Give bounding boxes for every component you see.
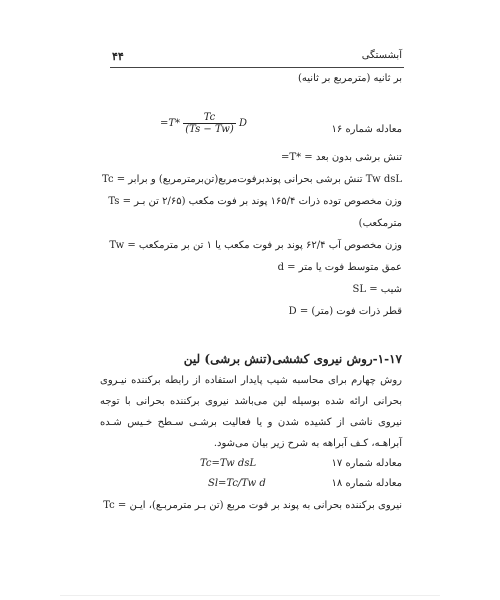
page-header [112, 50, 402, 66]
equation-17-formula: Tc=Tw dsL [200, 458, 257, 469]
definition-line: Tc = تنش برشی بحرانی پوندبرفوت‌مربع(تن‌برمترمربع) و برابر Tw dsL [102, 174, 402, 185]
definition-line: مترمکعب) [358, 218, 402, 229]
definition-line: Tc = نیروی برکننده بحرانی به پوند بر فوت مربع (تن بـر مترمربـع)، ایـن [103, 500, 402, 511]
body-paragraph: روش چهارم برای محاسبه شیب پایدار استفاده از رابطه برکننده نیـروی بحرانی ارائه شده بوسیله لین می‌باشد نیروی برکننده بحرانی با توجه نیروی ناشی از کشیده شدن و یا فعالیت برشـی سـطح خـیس شـده آبراهـه، کـف آبراهه به شرح زیر بیان می‌شود. [100, 375, 402, 449]
equation-16-label: معادله شماره ۱۶ [331, 124, 402, 135]
definition-line: =T* = تنش برشی بدون بعد [281, 152, 402, 163]
definition-line: SL = شیب [352, 284, 402, 295]
equation-16-numerator: Tc [203, 112, 216, 123]
equation-16-suffix: D [238, 118, 247, 129]
equation-16-lhs: =T* [160, 118, 181, 129]
intro-line: بر ثانیه (مترمربع بر ثانیه) [298, 73, 402, 84]
equation-18-label: معادله شماره ۱۸ [331, 478, 402, 489]
equation-16-fraction [183, 112, 236, 135]
equation-16-formula [160, 112, 247, 135]
header-divider [110, 67, 404, 68]
running-title: آبشستگی [361, 50, 402, 61]
equation-16-denominator: (Ts − Tw) [185, 124, 234, 135]
definition-line: Ts = وزن مخصوص توده ذرات ۱۶۵/۴ پوند بر فوت مکعب (۲/۶۵ تن بـر [108, 196, 402, 207]
definition-line: Tw = وزن مخصوص آب ۶۲/۴ پوند بر فوت مکعب یا ۱ تن بر مترمکعب [109, 240, 402, 251]
page-edge [60, 595, 440, 596]
definition-line: D = قطر ذرات فوت (متر) [288, 306, 402, 317]
definition-line: d = عمق متوسط فوت یا متر [277, 262, 402, 273]
page-number: ۴۴ [112, 50, 124, 63]
equation-18-formula: Sl=Tc/Tw d [208, 478, 266, 489]
equation-17-label: معادله شماره ۱۷ [331, 458, 402, 469]
section-heading: ۱-۱۷-روش نیروی کششی(تنش برشی) لین [183, 352, 402, 366]
